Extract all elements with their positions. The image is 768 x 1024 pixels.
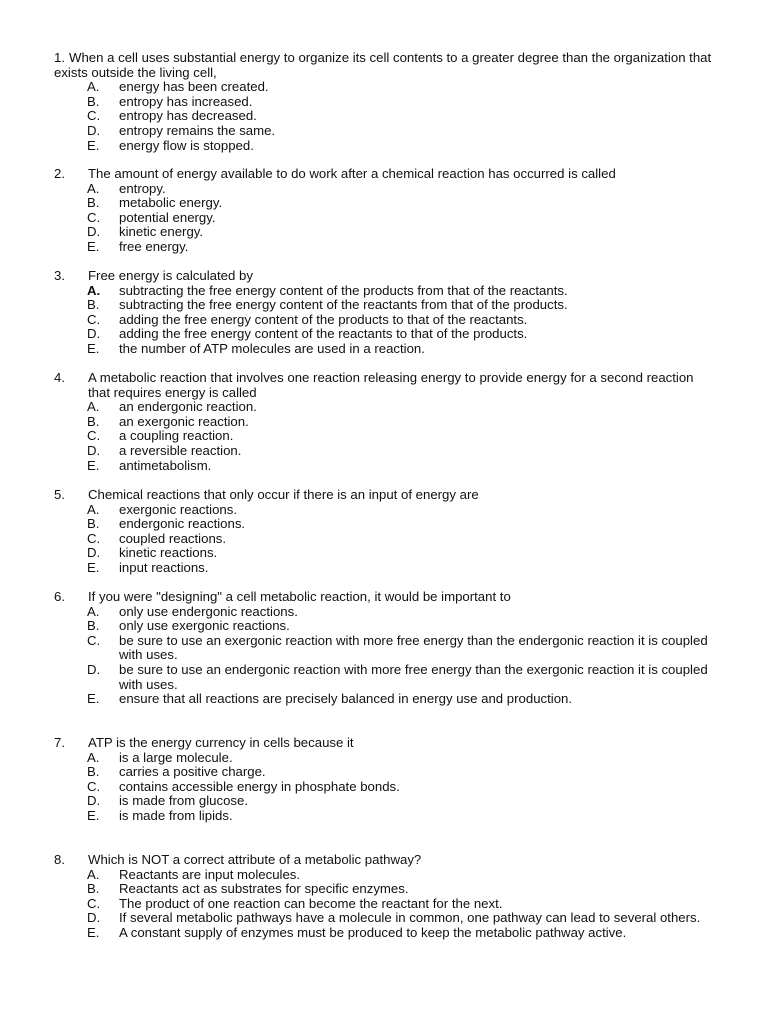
option-text: only use endergonic reactions. bbox=[119, 603, 298, 619]
question-6 bbox=[54, 590, 714, 707]
question-2 bbox=[54, 167, 714, 255]
option-text: a reversible reaction. bbox=[119, 442, 242, 458]
question-number: 2. bbox=[54, 166, 65, 181]
option-text: antimetabolism. bbox=[119, 457, 212, 473]
option-letter: D. bbox=[87, 545, 101, 561]
question-text: A metabolic reaction that involves one reaction releasing energy to provide energy for a second reaction that requires energy is called bbox=[88, 370, 694, 400]
answer-option bbox=[54, 605, 714, 620]
answer-option bbox=[54, 182, 714, 197]
answer-option bbox=[54, 80, 714, 95]
option-text: contains accessible energy in phosphate bonds. bbox=[119, 778, 400, 794]
question-number: 8. bbox=[54, 852, 65, 867]
question-8 bbox=[54, 853, 714, 941]
question-stem bbox=[54, 269, 714, 284]
option-text: be sure to use an exergonic reaction with more free energy than the endergonic reaction it is coupled with uses. bbox=[119, 632, 708, 663]
option-letter: A. bbox=[87, 749, 100, 765]
option-text: entropy. bbox=[119, 180, 166, 196]
answer-option bbox=[54, 415, 714, 430]
option-text: The product of one reaction can become the reactant for the next. bbox=[119, 895, 503, 911]
question-stem bbox=[54, 736, 714, 751]
answer-option bbox=[54, 663, 714, 692]
answer-option bbox=[54, 692, 714, 707]
question-stem bbox=[54, 51, 714, 80]
option-letter: B. bbox=[87, 195, 100, 211]
option-text: a coupling reaction. bbox=[119, 428, 234, 444]
option-text: the number of ATP molecules are used in a reaction. bbox=[119, 340, 425, 356]
option-letter: D. bbox=[87, 326, 101, 342]
answer-option bbox=[54, 926, 714, 941]
answer-option bbox=[54, 327, 714, 342]
answer-option bbox=[54, 211, 714, 226]
option-letter: A. bbox=[87, 79, 100, 95]
option-text: is a large molecule. bbox=[119, 749, 233, 765]
option-text: is made from glucose. bbox=[119, 793, 248, 809]
option-letter: B. bbox=[87, 516, 100, 532]
option-letter: A. bbox=[87, 180, 100, 196]
option-text: coupled reactions. bbox=[119, 530, 227, 546]
option-letter: E. bbox=[87, 559, 100, 575]
option-text: potential energy. bbox=[119, 209, 216, 225]
answer-option bbox=[54, 313, 714, 328]
answer-option bbox=[54, 765, 714, 780]
option-letter: A. bbox=[87, 866, 100, 882]
answer-option bbox=[54, 532, 714, 547]
answer-option bbox=[54, 517, 714, 532]
question-1 bbox=[54, 51, 714, 153]
answer-option bbox=[54, 400, 714, 415]
answer-option bbox=[54, 196, 714, 211]
question-5 bbox=[54, 488, 714, 576]
question-stem bbox=[54, 167, 714, 182]
answer-option bbox=[54, 503, 714, 518]
option-letter: A. bbox=[87, 399, 100, 415]
answer-option bbox=[54, 95, 714, 110]
question-number: 7. bbox=[54, 735, 65, 750]
answer-option bbox=[54, 794, 714, 809]
question-number: 5. bbox=[54, 487, 65, 502]
option-text: an exergonic reaction. bbox=[119, 413, 249, 429]
option-text: only use exergonic reactions. bbox=[119, 618, 290, 634]
question-stem bbox=[54, 853, 714, 868]
option-letter: B. bbox=[87, 764, 100, 780]
option-letter: B. bbox=[87, 413, 100, 429]
question-stem bbox=[54, 488, 714, 503]
question-text: Which is NOT a correct attribute of a metabolic pathway? bbox=[88, 852, 422, 867]
option-text: Reactants are input molecules. bbox=[119, 866, 301, 882]
question-4 bbox=[54, 371, 714, 473]
option-letter: D. bbox=[87, 122, 101, 138]
answer-option bbox=[54, 561, 714, 576]
question-text: ATP is the energy currency in cells because it bbox=[88, 735, 354, 750]
answer-option bbox=[54, 225, 714, 240]
question-stem bbox=[54, 371, 714, 400]
option-letter: B. bbox=[87, 618, 100, 634]
option-letter: B. bbox=[87, 881, 100, 897]
option-letter: D. bbox=[87, 661, 101, 677]
option-text: an endergonic reaction. bbox=[119, 399, 257, 415]
option-letter: E. bbox=[87, 807, 100, 823]
option-text: carries a positive charge. bbox=[119, 764, 266, 780]
answer-option bbox=[54, 619, 714, 634]
option-letter: D. bbox=[87, 442, 101, 458]
option-letter: E. bbox=[87, 691, 100, 707]
option-text: subtracting the free energy content of the reactants from that of the products. bbox=[119, 297, 568, 313]
question-number: 1. bbox=[54, 50, 65, 65]
option-text: A constant supply of enzymes must be produced to keep the metabolic pathway active. bbox=[119, 924, 627, 940]
option-text: is made from lipids. bbox=[119, 807, 233, 823]
answer-option bbox=[54, 780, 714, 795]
answer-option bbox=[54, 751, 714, 766]
question-number: 4. bbox=[54, 370, 65, 385]
option-text: metabolic energy. bbox=[119, 195, 223, 211]
option-text: ensure that all reactions are precisely balanced in energy use and production. bbox=[119, 691, 573, 707]
answer-option bbox=[54, 298, 714, 313]
option-text: entropy has increased. bbox=[119, 93, 253, 109]
option-letter: E. bbox=[87, 457, 100, 473]
option-letter: E. bbox=[87, 238, 100, 254]
option-text: be sure to use an endergonic reaction with more free energy than the exergonic reaction it is coupled with uses. bbox=[119, 661, 708, 692]
option-text: subtracting the free energy content of the products from that of the reactants. bbox=[119, 282, 568, 298]
option-letter: C. bbox=[87, 778, 101, 794]
question-stem bbox=[54, 590, 714, 605]
option-text: If several metabolic pathways have a molecule in common, one pathway can lead to several others. bbox=[119, 910, 701, 926]
option-letter: E. bbox=[87, 924, 100, 940]
option-letter: C. bbox=[87, 209, 101, 225]
question-number: 6. bbox=[54, 589, 65, 604]
answer-option bbox=[54, 897, 714, 912]
answer-option bbox=[54, 634, 714, 663]
option-text: entropy has decreased. bbox=[119, 108, 257, 124]
option-letter: C. bbox=[87, 632, 101, 648]
answer-option bbox=[54, 139, 714, 154]
question-7 bbox=[54, 736, 714, 824]
question-3 bbox=[54, 269, 714, 357]
option-text: kinetic energy. bbox=[119, 224, 204, 240]
question-number: 3. bbox=[54, 268, 65, 283]
answer-option bbox=[54, 429, 714, 444]
answer-option bbox=[54, 109, 714, 124]
option-text: entropy remains the same. bbox=[119, 122, 276, 138]
answer-option bbox=[54, 459, 714, 474]
option-text: adding the free energy content of the reactants to that of the products. bbox=[119, 326, 528, 342]
option-letter: A. bbox=[87, 603, 100, 619]
option-text: kinetic reactions. bbox=[119, 545, 218, 561]
question-text: Free energy is calculated by bbox=[88, 268, 253, 283]
question-text: If you were "designing" a cell metabolic reaction, it would be important to bbox=[88, 589, 511, 604]
option-text: energy flow is stopped. bbox=[119, 137, 254, 153]
option-letter: E. bbox=[87, 137, 100, 153]
option-text: energy has been created. bbox=[119, 79, 269, 95]
option-text: free energy. bbox=[119, 238, 189, 254]
option-text: Reactants act as substrates for specific enzymes. bbox=[119, 881, 409, 897]
answer-option bbox=[54, 284, 714, 299]
answer-option bbox=[54, 240, 714, 255]
option-letter: C. bbox=[87, 530, 101, 546]
answer-option bbox=[54, 809, 714, 824]
option-letter: A. bbox=[87, 282, 101, 298]
option-letter: D. bbox=[87, 910, 101, 926]
question-text: The amount of energy available to do work after a chemical reaction has occurred is called bbox=[88, 166, 616, 181]
question-text: When a cell uses substantial energy to organize its cell contents to a greater degree than the organization that exists outside the living cell, bbox=[54, 50, 712, 80]
option-letter: C. bbox=[87, 428, 101, 444]
option-text: input reactions. bbox=[119, 559, 209, 575]
answer-option bbox=[54, 868, 714, 883]
option-letter: B. bbox=[87, 297, 100, 313]
answer-option bbox=[54, 882, 714, 897]
option-letter: C. bbox=[87, 311, 101, 327]
option-letter: C. bbox=[87, 895, 101, 911]
question-text: Chemical reactions that only occur if there is an input of energy are bbox=[88, 487, 479, 502]
option-letter: D. bbox=[87, 793, 101, 809]
option-letter: E. bbox=[87, 340, 100, 356]
option-text: endergonic reactions. bbox=[119, 516, 246, 532]
option-letter: B. bbox=[87, 93, 100, 109]
answer-option bbox=[54, 124, 714, 139]
option-letter: A. bbox=[87, 501, 100, 517]
option-text: exergonic reactions. bbox=[119, 501, 238, 517]
answer-option bbox=[54, 546, 714, 561]
answer-option bbox=[54, 342, 714, 357]
answer-option bbox=[54, 911, 714, 926]
answer-option bbox=[54, 444, 714, 459]
option-letter: D. bbox=[87, 224, 101, 240]
option-text: adding the free energy content of the products to that of the reactants. bbox=[119, 311, 528, 327]
option-letter: C. bbox=[87, 108, 101, 124]
